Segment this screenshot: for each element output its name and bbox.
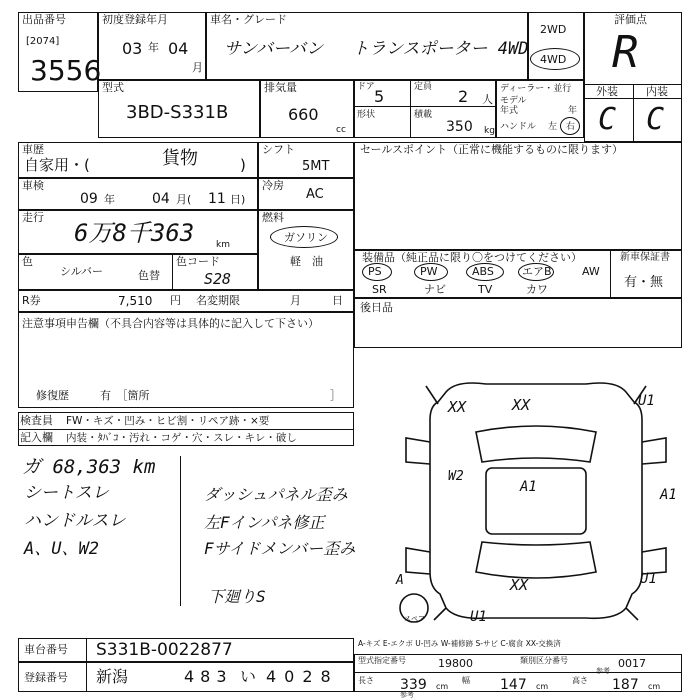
recycle-unit: 円: [170, 294, 181, 307]
equip-label: 装備品（純正品に限り〇をつけてください）: [362, 251, 582, 264]
dmg-mark-7: U1: [640, 571, 657, 587]
hw-line7: Fサイドメンバー歪み: [204, 539, 356, 558]
recycle-label: R券: [22, 294, 41, 307]
inspection-day: 11: [208, 191, 226, 207]
sales-box: [354, 142, 682, 250]
load-value: 350: [446, 119, 473, 135]
change-label: 名変期限: [196, 294, 240, 307]
width-unit: cm: [536, 682, 549, 691]
dmg-mark-3: XX: [510, 576, 529, 594]
height-label: 高さ: [572, 676, 588, 685]
spare-label: スペア: [404, 615, 425, 623]
model-value: 3BD-S331B: [126, 102, 229, 123]
designation-value: 19800: [438, 657, 473, 670]
dealer-right: 右: [566, 122, 576, 132]
drive-4wd: 4WD: [540, 53, 567, 66]
plate-class: 483: [184, 667, 233, 686]
mileage-unit: km: [216, 240, 230, 250]
length-unit: cm: [436, 682, 449, 691]
chassis-value: S331B-0022877: [96, 640, 233, 660]
equip-ps: PS: [368, 265, 382, 278]
recycle-box: [18, 290, 354, 312]
equip-aw: AW: [582, 265, 600, 278]
disp-unit: cc: [336, 125, 346, 135]
score-label: 評価点: [614, 13, 647, 26]
inspection-month: 04: [152, 191, 170, 207]
equip-vline: [610, 250, 611, 298]
hw-line4: A、U、W2: [24, 539, 99, 559]
notes-label: 注意事項申告欄（不具合内容等は具体的に記入して下さい）: [22, 317, 319, 330]
inspection-year-unit: 年: [104, 193, 115, 206]
inspection-day-unit: 日): [230, 193, 246, 206]
capacity-unit: 人: [482, 93, 493, 106]
dealer-handle: ハンドル: [500, 122, 537, 132]
dealer-left: 左: [548, 122, 558, 132]
category-label: 類別区分番号: [520, 656, 568, 665]
equip-airbag-circle: [518, 263, 554, 281]
sales-label: セールスポイント（正常に機能するものに限ります）: [360, 143, 624, 156]
dmg-mark-2: XX: [512, 396, 531, 414]
inspection-month-unit: 月(: [176, 193, 192, 206]
change-month: 月: [290, 294, 301, 307]
height-unit: cm: [648, 682, 661, 691]
car-grade: トランスポーター 4WD: [352, 39, 529, 59]
dealer-model-year: モデル 年式: [500, 96, 527, 116]
dmg-mark-10: A: [396, 573, 404, 588]
mileage-label: 走行: [22, 211, 44, 224]
length-value: 339: [400, 677, 427, 693]
post-box: [354, 298, 682, 348]
color-code: S28: [204, 270, 232, 288]
score-int: C: [646, 102, 665, 137]
equip-leather: カワ: [526, 283, 548, 296]
plate-kana: い: [240, 667, 257, 686]
hw-line3: ハンドルスレ: [24, 511, 126, 531]
car-label: 車名・グレード: [210, 13, 287, 26]
equip-airbag: エアB: [522, 265, 552, 278]
spec-hline: [354, 672, 682, 673]
inspector-row2: 内装・ﾀﾊﾞｺ・汚れ・コゲ・穴・スレ・キレ・破し: [66, 432, 297, 444]
score-value: R: [612, 27, 639, 78]
score-divider-v: [633, 84, 634, 142]
first-reg-label: 初度登録年月: [102, 13, 168, 26]
usage-value: 自家用・(: [24, 156, 90, 174]
dealer-label: ディーラー・並行: [500, 84, 572, 94]
category-value: 0017: [618, 657, 646, 670]
hw-line8: 下廻りS: [208, 587, 266, 606]
first-reg-year: 03: [122, 39, 143, 58]
color-value: シルバー: [60, 265, 103, 278]
capacity-value: 2: [458, 87, 469, 106]
equip-tv: TV: [478, 283, 493, 296]
dmg-mark-1: XX: [448, 398, 467, 416]
legend-text: A-キズ E-エクボ U-凹み W-補修跡 S-サビ C-腐食 XX-交換済: [358, 639, 561, 648]
ac-value: AC: [306, 187, 324, 202]
plate-region: 新潟: [96, 667, 129, 686]
width-label: 幅: [462, 676, 470, 685]
inspection-year: 09: [80, 191, 98, 207]
shift-label: シフト: [262, 143, 295, 156]
inspector-hline: [18, 429, 354, 430]
first-reg-month-unit: 月: [192, 61, 203, 74]
plate-label: 登録番号: [24, 671, 68, 684]
drive-4wd-circle: [530, 48, 580, 70]
color-code-label: 色コード: [176, 255, 220, 268]
usage-label: 車歴: [22, 143, 44, 156]
chassis-vline: [86, 638, 87, 662]
fuel-gas: ガソリン: [284, 231, 328, 244]
dmg-mark-8: U1: [470, 609, 487, 625]
repair-value: 有 ［箇所: [100, 389, 150, 402]
spec-ref-1: 参考: [400, 691, 414, 699]
first-reg-year-unit: 年: [148, 41, 159, 54]
usage-paren: 貨物: [162, 148, 198, 169]
door-label: ドア: [357, 82, 375, 92]
repair-close: ］: [330, 389, 341, 402]
spec-ref-2: 参考: [596, 667, 610, 675]
first-reg-month: 04: [168, 39, 189, 58]
equip-row2: [364, 284, 604, 298]
repair-label: 修復歴: [36, 389, 69, 402]
shape-label: 形状: [357, 110, 376, 120]
lot-number: 3556: [30, 54, 102, 87]
score-ext: C: [598, 102, 617, 137]
length-label: 長さ: [358, 676, 374, 685]
fuel-diesel: 軽 油: [290, 255, 323, 268]
plate-number: 4028: [266, 667, 339, 686]
capacity-label: 定員: [414, 82, 433, 92]
lot-label: 出品番号: [22, 13, 66, 26]
inspector-label1: 検査員: [20, 414, 53, 427]
door-value: 5: [374, 87, 385, 106]
inspection-label: 車検: [22, 179, 44, 192]
equip-abs: ABS: [472, 265, 494, 278]
model-label: 型式: [102, 81, 124, 94]
load-unit: kg: [484, 126, 495, 136]
plate-vline: [86, 662, 87, 692]
post-label: 後日品: [360, 301, 393, 314]
equip-sr: SR: [372, 283, 387, 296]
color-vline: [172, 254, 173, 290]
disp-value: 660: [288, 105, 319, 124]
equip-pw: PW: [420, 265, 438, 278]
dmg-mark-6: A1: [660, 487, 677, 503]
mileage-value: 6万8千363: [74, 219, 195, 247]
equip-abs-circle: [466, 263, 504, 281]
dmg-mark-4: U1: [638, 393, 655, 409]
width-value: 147: [500, 677, 527, 693]
equip-ps-circle: [362, 263, 392, 281]
color-change: 色替: [138, 269, 160, 282]
hw-line6: 左Fインパネ修正: [204, 513, 325, 532]
designation-label: 型式指定番号: [358, 656, 406, 665]
chassis-label: 車台番号: [24, 643, 68, 656]
shift-value: 5MT: [302, 159, 330, 174]
hw-line2: シートスレ: [24, 483, 109, 503]
dealer-year-unit: 年: [568, 106, 578, 116]
spec-mid-hline: [354, 106, 496, 107]
hw-line5: ダッシュパネル歪み: [204, 485, 348, 504]
drive-2wd: 2WD: [540, 23, 567, 36]
fuel-label: 燃料: [262, 211, 284, 224]
lot-code: [2074]: [26, 36, 60, 47]
recycle-value: 7,510: [118, 294, 153, 308]
color-label: 色: [22, 255, 33, 268]
score-int-label: 内装: [646, 85, 668, 98]
ac-label: 冷房: [262, 179, 284, 192]
spec-mid-vline: [410, 80, 411, 138]
height-value: 187: [612, 677, 639, 693]
dealer-right-circle: [560, 117, 580, 135]
note-divider: [180, 456, 181, 606]
fuel-gas-circle: [270, 226, 338, 248]
hw-line1: ガ 68,363 km: [22, 456, 156, 478]
car-diagram: [386, 372, 686, 632]
load-label: 積載: [414, 110, 433, 120]
warranty-value: 有・無: [624, 275, 664, 290]
change-day: 日: [332, 294, 343, 307]
warranty-label: 新車保証書: [620, 252, 670, 263]
car-name: サンバーバン: [224, 39, 324, 59]
dmg-mark-5: A1: [520, 479, 537, 495]
dmg-mark-9: W2: [448, 469, 464, 484]
disp-label: 排気量: [264, 81, 297, 94]
inspector-row1: FW・キズ・凹み・ヒビ割・リペア跡・×要: [66, 415, 270, 427]
score-ext-label: 外装: [596, 85, 618, 98]
inspector-label2: 記入欄: [20, 431, 53, 444]
equip-pw-circle: [414, 263, 448, 281]
equip-navi: ナビ: [424, 283, 446, 296]
usage-close: ): [240, 156, 246, 174]
